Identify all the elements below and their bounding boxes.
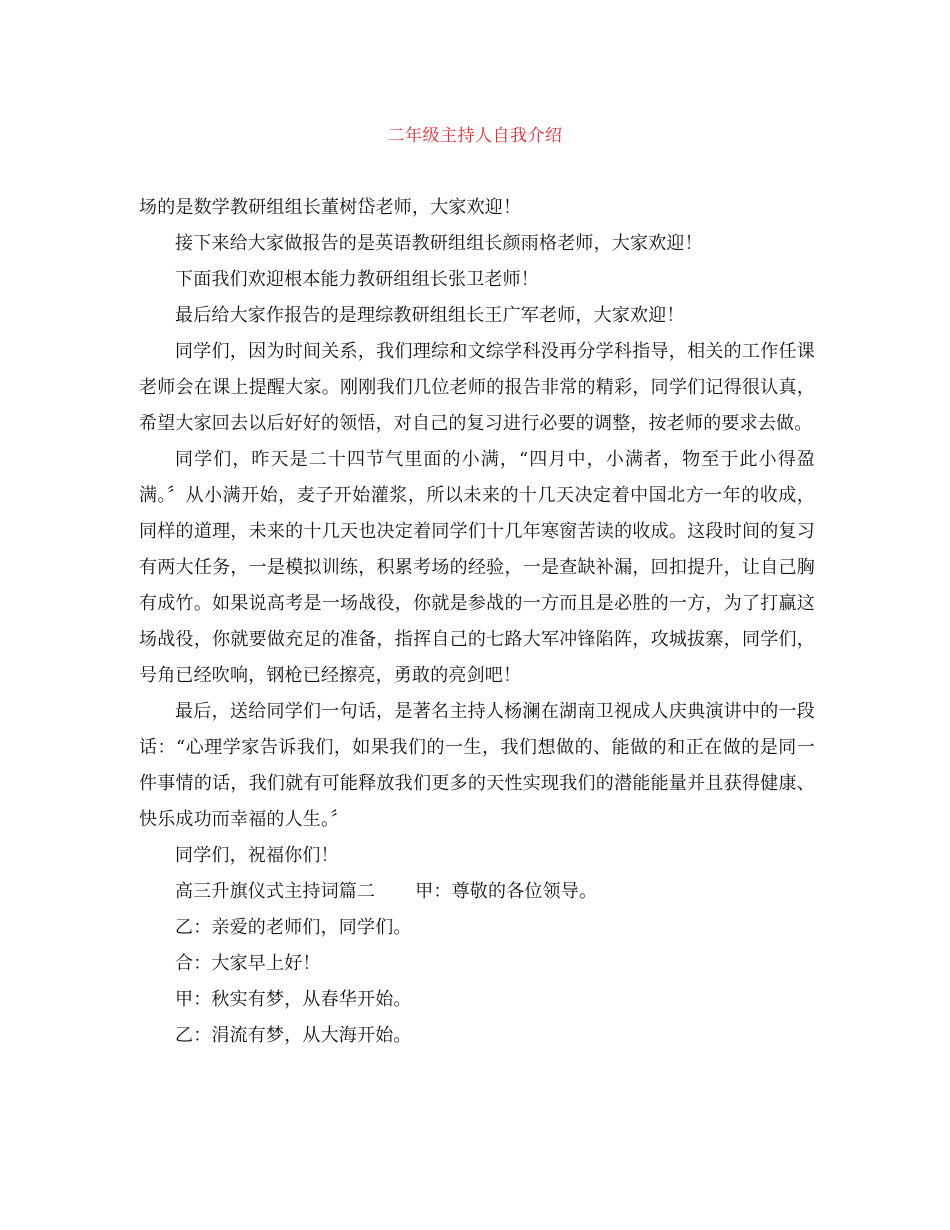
paragraph: 接下来给大家做报告的是英语教研组组长颜雨格老师，大家欢迎！ [175, 233, 703, 254]
paragraph: 场的是数学教研组组长董树岱老师，大家欢迎！ [139, 197, 522, 218]
dialogue-line: 乙：亲爱的老师们，同学们。 [175, 917, 412, 938]
section-first-line: 甲：尊敬的各位领导。 [415, 881, 598, 902]
section-heading: 高三升旗仪式主持词篇二 [175, 881, 376, 902]
paragraph: 同学们，因为时间关系，我们理综和文综学科没再分学科指导，相关的工作任课老师会在课上提醒大家。刚刚我们几位老师的报告非常的精彩，同学们记得很认真，希望大家回去以后好好的领悟，对自己的复习进行必要的调整，按老师的要求去做。 [139, 341, 815, 434]
paragraph: 最后，送给同学们一句话，是著名主持人杨澜在湖南卫视成人庆典演讲中的一段话：“心理学家告诉我们，如果我们的一生，我们想做的、能做的和正在做的是同一件事情的话，我们就有可能释放我们更多的天性实现我们的潜能能量并且获得健康、快乐成功而幸福的人生。〞 [139, 701, 815, 830]
paragraph: 下面我们欢迎根本能力教研组组长张卫老师！ [175, 269, 539, 290]
document-body [139, 190, 815, 1054]
dialogue-line: 合：大家早上好！ [175, 953, 321, 974]
document-title: 二年级主持人自我介绍 [387, 126, 563, 146]
dialogue-line: 甲：秋实有梦，从春华开始。 [175, 989, 412, 1010]
dialogue-line: 乙：涓流有梦，从大海开始。 [175, 1025, 412, 1046]
paragraph: 同学们，祝福你们！ [175, 845, 339, 866]
paragraph: 最后给大家作报告的是理综教研组组长王广军老师，大家欢迎！ [175, 305, 685, 326]
section-heading-line [139, 874, 815, 910]
paragraph: 同学们，昨天是二十四节气里面的小满，“四月中，小满者，物至于此小得盈满。〞从小满开始，麦子开始灌浆，所以未来的十几天决定着中国北方一年的收成，同样的道理，未来的十几天也决定着同学们十几年寒窗苦读的收成。这段时间的复习有两大任务，一是模拟训练，积累考场的经验，一是查缺补漏，回扣提升，让自己胸有成竹。如果说高考是一场战役，你就是参战的一方而且是必胜的一方，为了打赢这场战役，你就要做充足的准备，指挥自己的七路大军冲锋陷阵，攻城拔寨，同学们，号角已经吹响，钢枪已经擦亮，勇敢的亮剑吧！ [139, 449, 815, 686]
